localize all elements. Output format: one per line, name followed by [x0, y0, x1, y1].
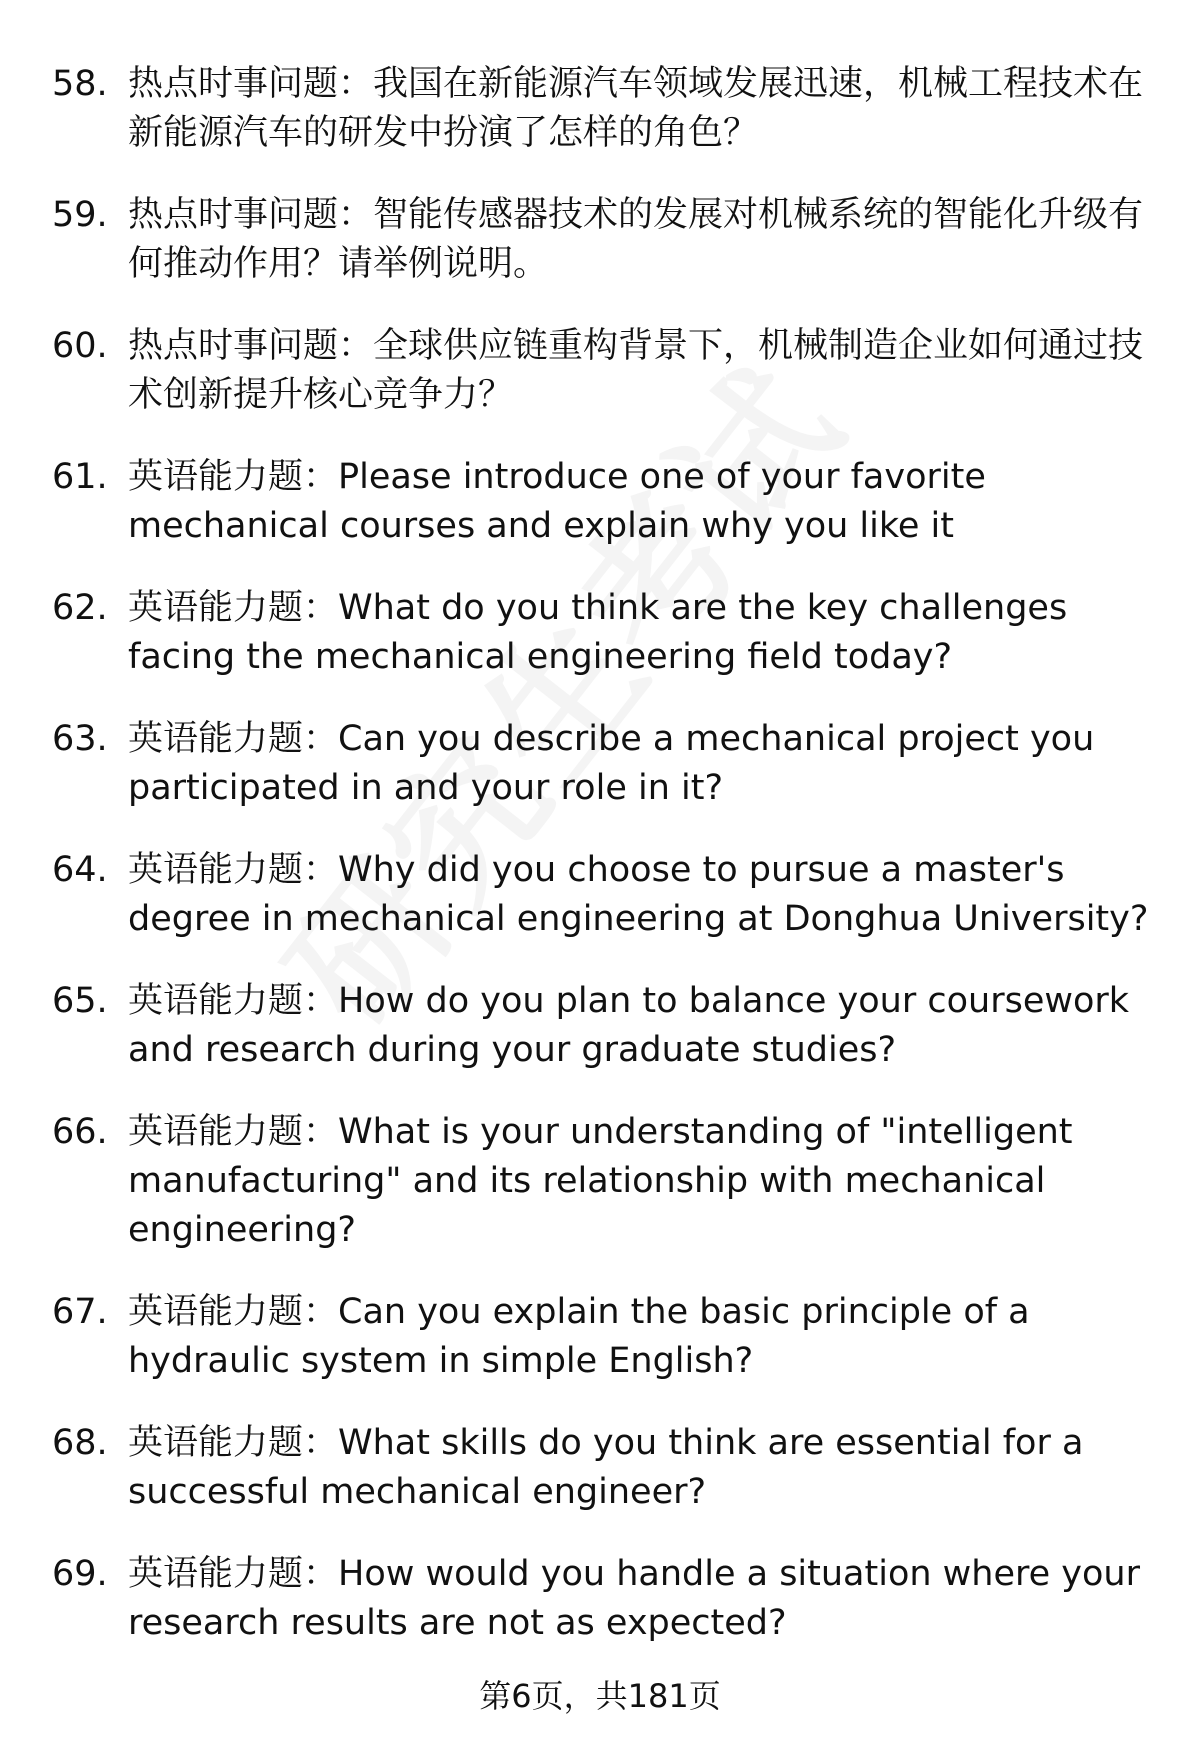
question-number: 59.: [52, 195, 108, 235]
question-item: [0, 846, 1200, 944]
question-text: 英语能力题：How do you plan to balance your coursework and research during your graduate studies?: [128, 981, 1130, 1070]
question-number: 67.: [52, 1292, 108, 1332]
question-number: 63.: [52, 719, 108, 759]
question-item: [0, 977, 1200, 1075]
question-item: [0, 453, 1200, 551]
question-text: 英语能力题：What do you think are the key challenges facing the mechanical engineering field today?: [128, 588, 1068, 677]
question-number: 60.: [52, 326, 108, 366]
question-number: 61.: [52, 457, 108, 497]
question-number: 68.: [52, 1423, 108, 1463]
question-item: [0, 584, 1200, 682]
question-number: 66.: [52, 1112, 108, 1152]
question-text: 热点时事问题：我国在新能源汽车领域发展迅速，机械工程技术在新能源汽车的研发中扮演了怎样的角色？: [128, 64, 1144, 153]
question-number: 69.: [52, 1554, 108, 1594]
page-number-footer: 第6页，共181页: [479, 1677, 721, 1715]
question-item: [0, 715, 1200, 813]
question-number: 64.: [52, 850, 108, 890]
question-text: 英语能力题：What skills do you think are essential for a successful mechanical engineer?: [128, 1423, 1084, 1512]
question-text: 英语能力题：What is your understanding of "intelligent manufacturing" and its relationship with mechanical engineering?: [128, 1112, 1073, 1250]
question-item: [0, 191, 1200, 289]
question-text: 热点时事问题：智能传感器技术的发展对机械系统的智能化升级有何推动作用？请举例说明。: [128, 195, 1144, 284]
question-text: 英语能力题：Can you describe a mechanical project you participated in and your role in it?: [128, 719, 1095, 808]
question-text: 英语能力题：Can you explain the basic principle of a hydraulic system in simple English?: [128, 1292, 1030, 1381]
question-item: [0, 60, 1200, 158]
question-item: [0, 1108, 1200, 1255]
question-number: 62.: [52, 588, 108, 628]
question-text: 英语能力题：How would you handle a situation where your research results are not as expected?: [128, 1554, 1140, 1643]
question-item: [0, 322, 1200, 420]
question-number: 65.: [52, 981, 108, 1021]
question-item: [0, 1550, 1200, 1648]
question-item: [0, 1288, 1200, 1386]
question-list: [0, 60, 1200, 1681]
question-text: 英语能力题：Please introduce one of your favorite mechanical courses and explain why you like it: [128, 457, 986, 546]
question-number: 58.: [52, 64, 108, 104]
question-text: 英语能力题：Why did you choose to pursue a master's degree in mechanical engineering at Donghua University?: [128, 850, 1149, 939]
question-text: 热点时事问题：全球供应链重构背景下，机械制造企业如何通过技术创新提升核心竞争力？: [128, 326, 1144, 415]
question-item: [0, 1419, 1200, 1517]
